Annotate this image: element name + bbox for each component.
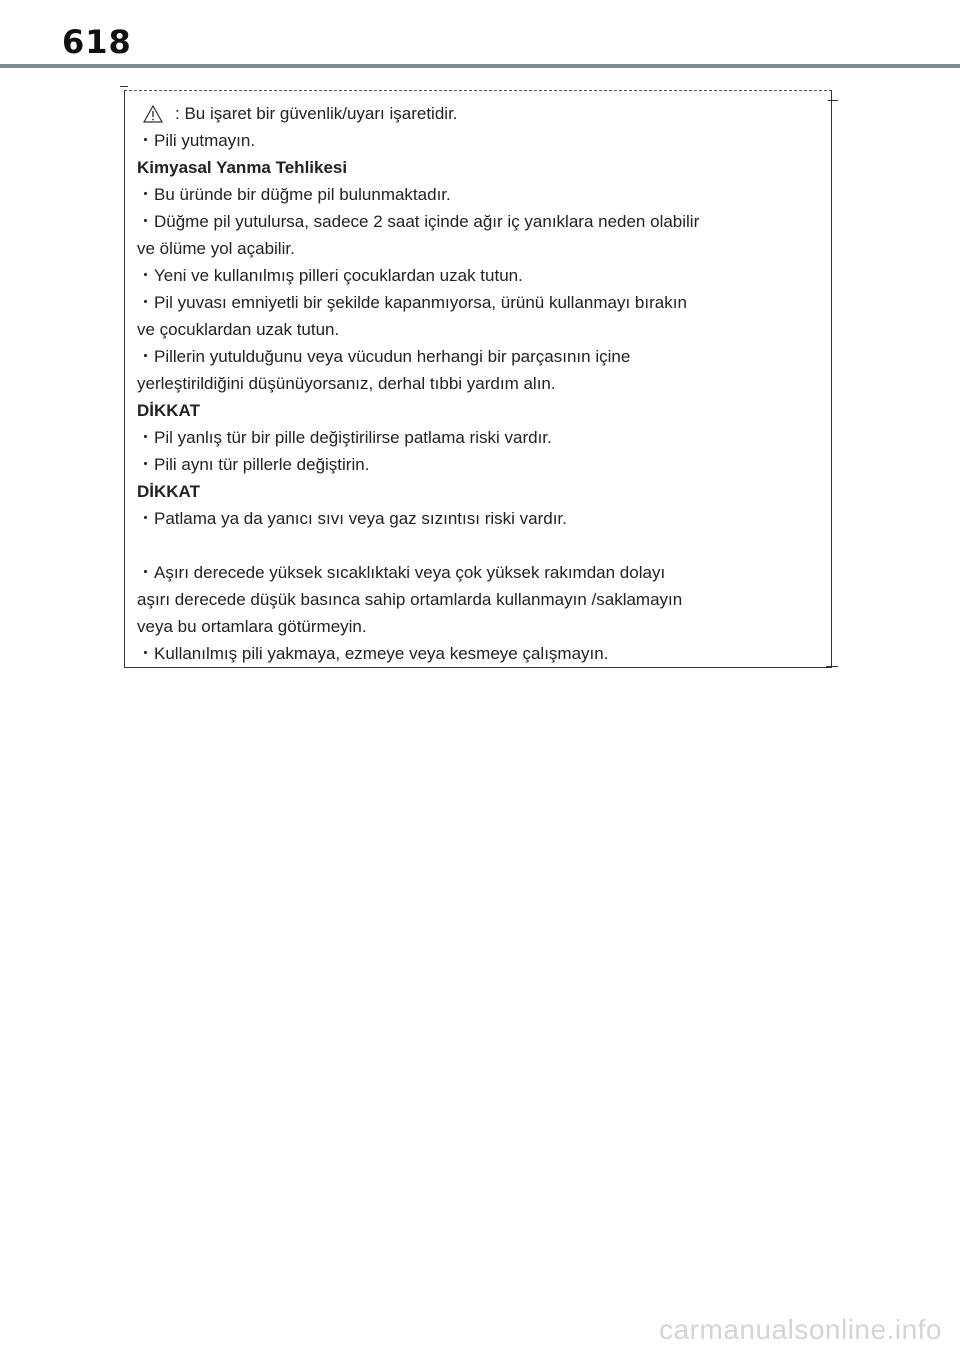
warning-text-line: veya bu ortamlara götürmeyin. (137, 617, 367, 636)
warning-legend (137, 100, 817, 127)
warning-text-line: ve çocuklardan uzak tutun. (137, 320, 340, 339)
warning-lines (137, 127, 817, 667)
header-rule (0, 64, 960, 68)
page-header (0, 0, 960, 70)
warning-text-line: aşırı derecede düşük basınca sahip ortamlarda kullanmayın /saklamayın (137, 590, 683, 609)
warning-text-line: ・Yeni ve kullanılmış pilleri çocuklardan uzak tutun. (137, 266, 523, 285)
warning-text-line: ve ölüme yol açabilir. (137, 239, 295, 258)
section-heading: Kimyasal Yanma Tehlikesi (137, 158, 348, 177)
warning-text-line: ・Pili yutmayın. (137, 131, 256, 150)
warning-text-line: ・Bu üründe bir düğme pil bulunmaktadır. (137, 185, 451, 204)
warning-text-line: ・Pil yuvası emniyetli bir şekilde kapanmıyorsa, ürünü kullanmayı bırakın (137, 293, 687, 312)
warning-text-line: ・Kullanılmış pili yakmaya, ezmeye veya kesmeye çalışmayın. (137, 644, 609, 663)
watermark: carmanualsonline.info (659, 1314, 942, 1345)
warning-text-line: ・Pillerin yutulduğunu veya vücudun herhangi bir parçasının içine (137, 347, 631, 366)
warning-legend-text: : Bu işaret bir güvenlik/uyarı işaretidir. (175, 104, 458, 123)
warning-box-content (137, 100, 817, 667)
warning-triangle-icon (143, 105, 163, 123)
warning-text-line: ・Pil yanlış tür bir pille değiştirilirse patlama riski vardır. (137, 428, 552, 447)
warning-text-line: yerleştirildiğini düşünüyorsanız, derhal tıbbi yardım alın. (137, 374, 556, 393)
warning-text-line: ・Patlama ya da yanıcı sıvı veya gaz sızıntısı riski vardır. (137, 509, 567, 528)
spacer (137, 532, 817, 559)
section-heading: DİKKAT (137, 401, 200, 420)
section-heading: DİKKAT (137, 482, 200, 501)
box-corner-mark (826, 666, 838, 667)
warning-text-line: ・Düğme pil yutulursa, sadece 2 saat içinde ağır iç yanıklara neden olabilir (137, 212, 700, 231)
page-number: 618 (62, 23, 132, 61)
warning-text-line: ・Aşırı derecede yüksek sıcaklıktaki veya çok yüksek rakımdan dolayı (137, 563, 666, 582)
warning-text-line: ・Pili aynı tür pillerle değiştirin. (137, 455, 370, 474)
